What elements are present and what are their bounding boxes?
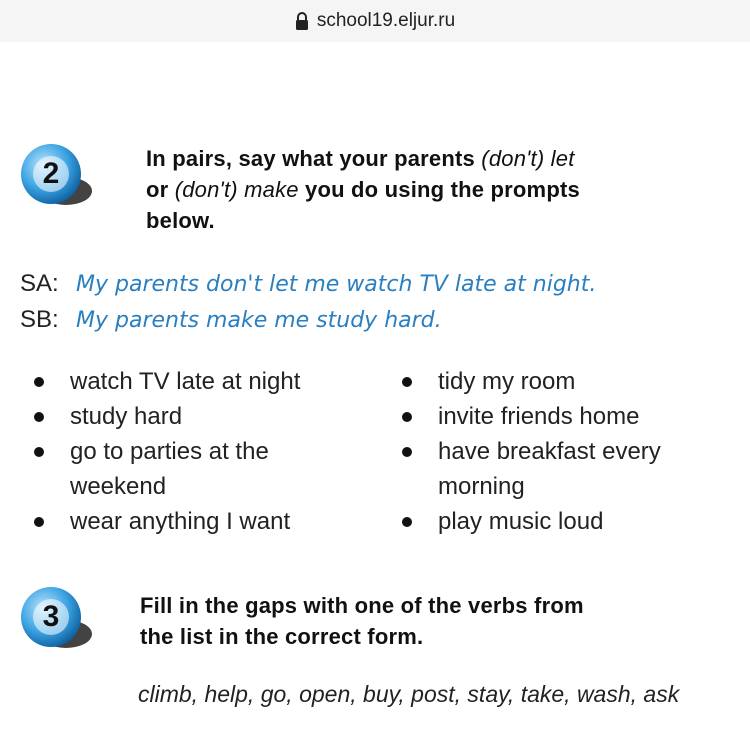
prompt-text: go to parties at the weekend	[70, 438, 269, 500]
prompt-text: tidy my room	[438, 368, 576, 395]
bullet-icon	[402, 517, 412, 527]
example-sa	[20, 269, 596, 300]
bullet-icon	[402, 412, 412, 422]
bullet-icon	[402, 377, 412, 387]
prompt-text: study hard	[70, 403, 183, 430]
bullet-icon	[34, 447, 44, 457]
instruction-text: or	[146, 177, 175, 202]
url-display[interactable]	[295, 10, 455, 32]
example-sentence: My parents make me study hard.	[76, 308, 442, 333]
bullet-icon	[34, 377, 44, 387]
prompt-item	[398, 399, 728, 434]
prompts-left-column	[30, 364, 360, 539]
example-label: SB:	[20, 306, 59, 333]
example-sb	[20, 305, 442, 336]
bullet-icon	[402, 447, 412, 457]
prompt-text: watch TV late at night	[70, 368, 301, 395]
exercise-number-badge	[20, 143, 92, 215]
bullet-icon	[34, 517, 44, 527]
instruction-text: you do using the prompts	[298, 177, 580, 202]
prompt-text: wear anything I want	[70, 508, 291, 535]
instruction-text: the list in the correct form.	[140, 624, 424, 649]
exercise-3-instruction	[140, 590, 735, 652]
instruction-italic: let	[544, 146, 575, 171]
instruction-text: Fill in the gaps with one of the verbs from	[140, 593, 584, 618]
instruction-text: In pairs, say what your parents	[146, 146, 482, 171]
exercise-number: 2	[42, 157, 60, 190]
prompt-item	[398, 364, 728, 399]
prompt-item	[30, 504, 360, 539]
instruction-text: below.	[146, 208, 215, 233]
example-sentence: My parents don't let me watch TV late at night.	[76, 272, 597, 297]
exercise-number-badge	[20, 586, 92, 658]
instruction-italic: (don't) make	[174, 177, 299, 202]
prompt-item	[30, 399, 360, 434]
prompt-item	[398, 504, 728, 539]
exercise-2-instruction	[146, 143, 731, 236]
prompt-item	[398, 434, 728, 504]
instruction-italic: (don't)	[481, 146, 545, 171]
prompts-right-column	[398, 364, 728, 539]
browser-address-bar[interactable]	[0, 0, 750, 43]
bullet-icon	[34, 412, 44, 422]
prompt-text: have breakfast every morning	[438, 438, 661, 500]
verb-list: climb, help, go, open, buy, post, stay, take, wash, ask	[138, 681, 680, 707]
exercise-number: 3	[42, 600, 60, 633]
prompt-item	[30, 434, 320, 504]
example-label: SA:	[20, 270, 59, 297]
lock-icon	[295, 12, 309, 30]
prompt-text: invite friends home	[438, 403, 640, 430]
prompt-text: play music loud	[438, 508, 604, 535]
prompt-item	[30, 364, 360, 399]
url-text: school19.eljur.ru	[316, 10, 456, 31]
textbook-page	[0, 42, 750, 750]
